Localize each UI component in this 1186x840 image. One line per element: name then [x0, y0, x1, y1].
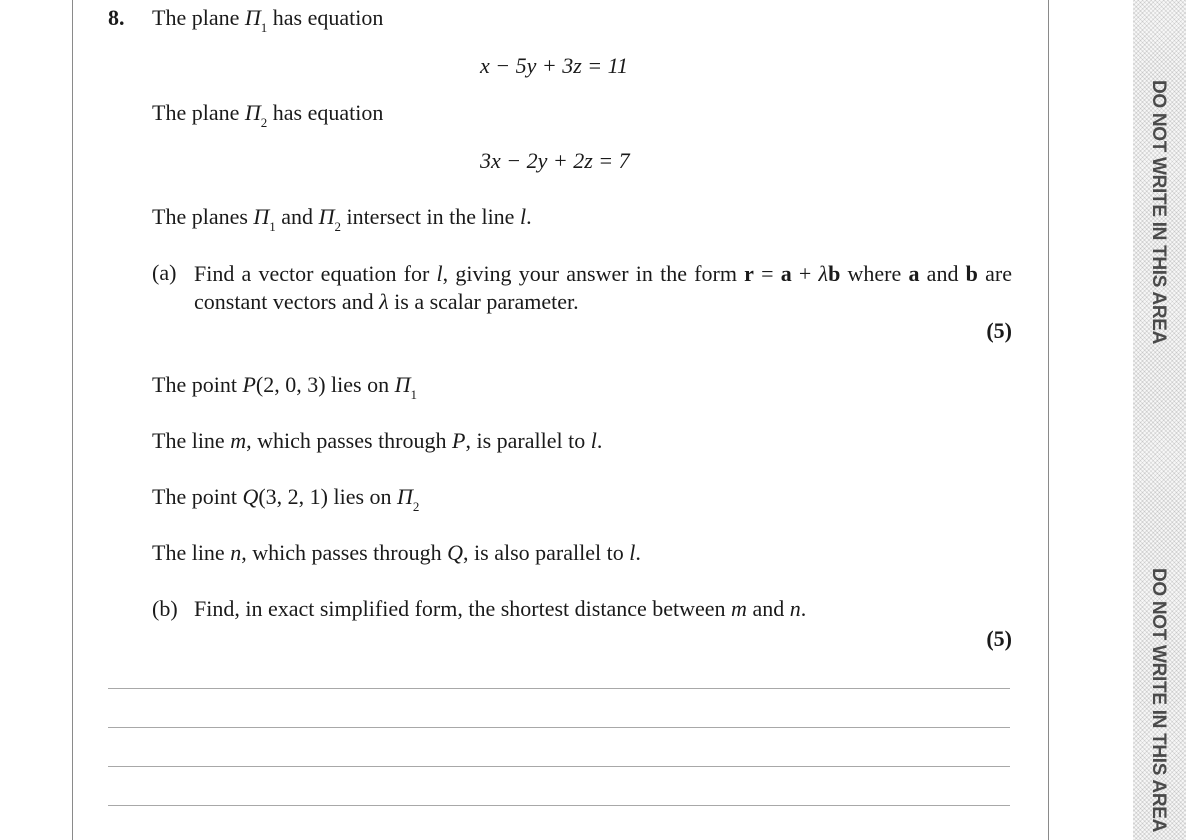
- plane1-statement: The plane $\Pi_1$ has equation: [152, 5, 384, 35]
- plane2-equation: 3x − 2y + 2z = 7: [480, 148, 630, 173]
- point-q-statement: The point Q(3, 2, 1) lies on $\Pi_2$: [152, 484, 420, 514]
- plane2-statement: The plane $\Pi_2$ has equation: [152, 100, 384, 130]
- part-a-marks: (5): [986, 318, 1012, 343]
- question-number: 8.: [108, 5, 125, 30]
- point-p-statement: The point P(2, 0, 3) lies on $\Pi_1$: [152, 372, 417, 402]
- page-border-right: [1048, 0, 1049, 840]
- part-b-marks: (5): [986, 626, 1012, 651]
- answer-line[interactable]: [108, 805, 1010, 806]
- line-m-statement: The line m, which passes through P, is parallel to l.: [152, 428, 603, 453]
- part-b-text: Find, in exact simplified form, the shortest distance between m and n.: [194, 596, 807, 621]
- part-a-label: (a): [152, 260, 177, 285]
- margin-warning-bottom: DO NOT WRITE IN THIS AREA: [1148, 567, 1169, 833]
- part-a-text: Find a vector equation for l, giving your answer in the form r = a + λb where a and b are constant vectors and λ is a scalar parameter.: [194, 261, 1012, 314]
- part-b-label: (b): [152, 596, 178, 621]
- plane1-equation: x − 5y + 3z = 11: [480, 53, 628, 78]
- answer-line[interactable]: [108, 688, 1010, 689]
- answer-line[interactable]: [108, 766, 1010, 767]
- answer-line[interactable]: [108, 727, 1010, 728]
- page-border-left: [72, 0, 73, 840]
- line-n-statement: The line n, which passes through Q, is also parallel to l.: [152, 540, 641, 565]
- intersection-statement: The planes $\Pi_1$ and $\Pi_2$ intersect in the line l.: [152, 204, 532, 234]
- margin-warning-top: DO NOT WRITE IN THIS AREA: [1148, 79, 1169, 345]
